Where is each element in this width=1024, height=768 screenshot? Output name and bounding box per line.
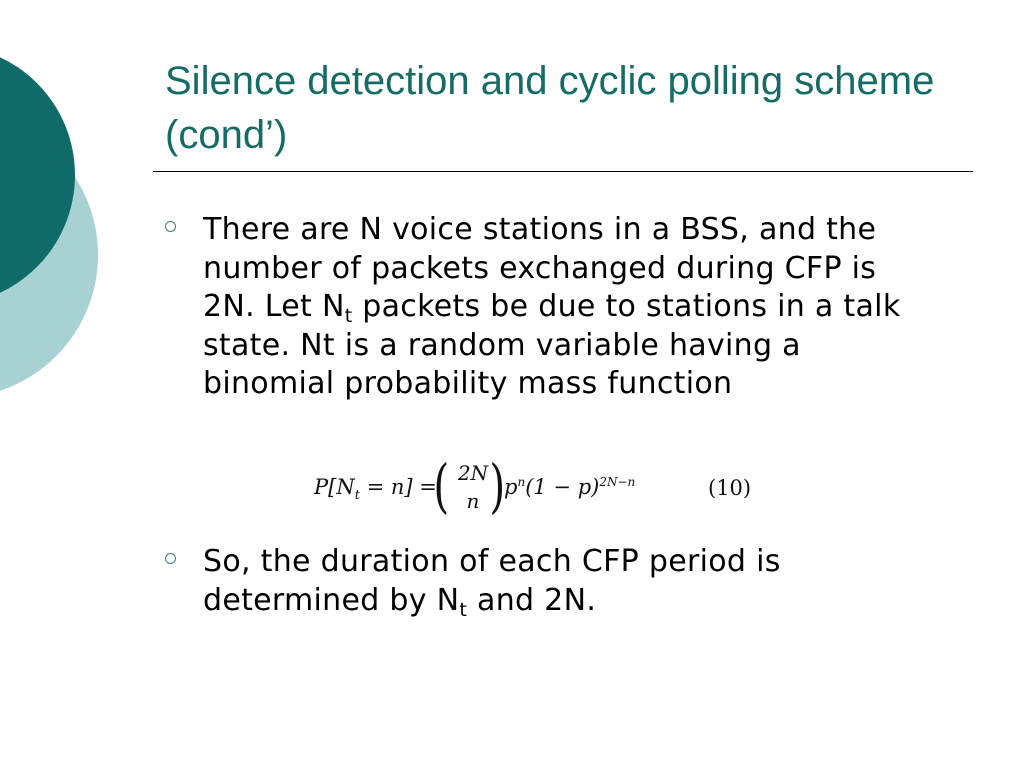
formula-exponent: 2N−n bbox=[599, 475, 636, 489]
bullet-text-part: and 2N. bbox=[467, 582, 597, 618]
formula-text: P[N bbox=[314, 475, 355, 499]
bullet-text bbox=[203, 211, 905, 404]
bullet-text-part: So, the duration of each CFP period is determined by N bbox=[203, 544, 781, 618]
bullet-item bbox=[165, 211, 905, 404]
bullet-circle-icon bbox=[165, 221, 176, 232]
binomial-top: 2N bbox=[457, 461, 489, 485]
formula-left-paren: ( bbox=[433, 452, 450, 520]
formula-exponent: n bbox=[517, 475, 526, 489]
bullet-text-part: packets be due to stations in a talk state. Nt is a random variable having a binomial probability mass function bbox=[203, 289, 901, 401]
formula-lhs bbox=[314, 475, 437, 503]
formula-text: (1 − p) bbox=[525, 475, 600, 499]
slide-title: Silence detection and cyclic polling scheme (cond’) bbox=[165, 59, 935, 157]
equation-number: (10) bbox=[708, 476, 752, 500]
formula-text: p bbox=[504, 475, 518, 499]
subscript: t bbox=[459, 598, 468, 621]
title-divider bbox=[153, 171, 973, 172]
bullet-text bbox=[203, 543, 905, 620]
binomial-formula bbox=[314, 452, 754, 521]
decorative-circles bbox=[0, 0, 120, 420]
subscript: t bbox=[344, 305, 353, 327]
formula-right-paren: ) bbox=[489, 452, 506, 520]
formula-rhs bbox=[504, 475, 635, 499]
bullet-item bbox=[165, 543, 905, 620]
bullet-circle-icon bbox=[165, 553, 176, 564]
formula-text: = n] = bbox=[359, 475, 437, 499]
binomial-coefficient bbox=[452, 459, 494, 515]
formula-subscript: t bbox=[354, 488, 360, 504]
bullet-text-part: There are N voice stations in a BSS, and the number of packets exchanged during CFP is 2N. Let N bbox=[203, 212, 877, 324]
binomial-bottom: n bbox=[466, 489, 480, 513]
